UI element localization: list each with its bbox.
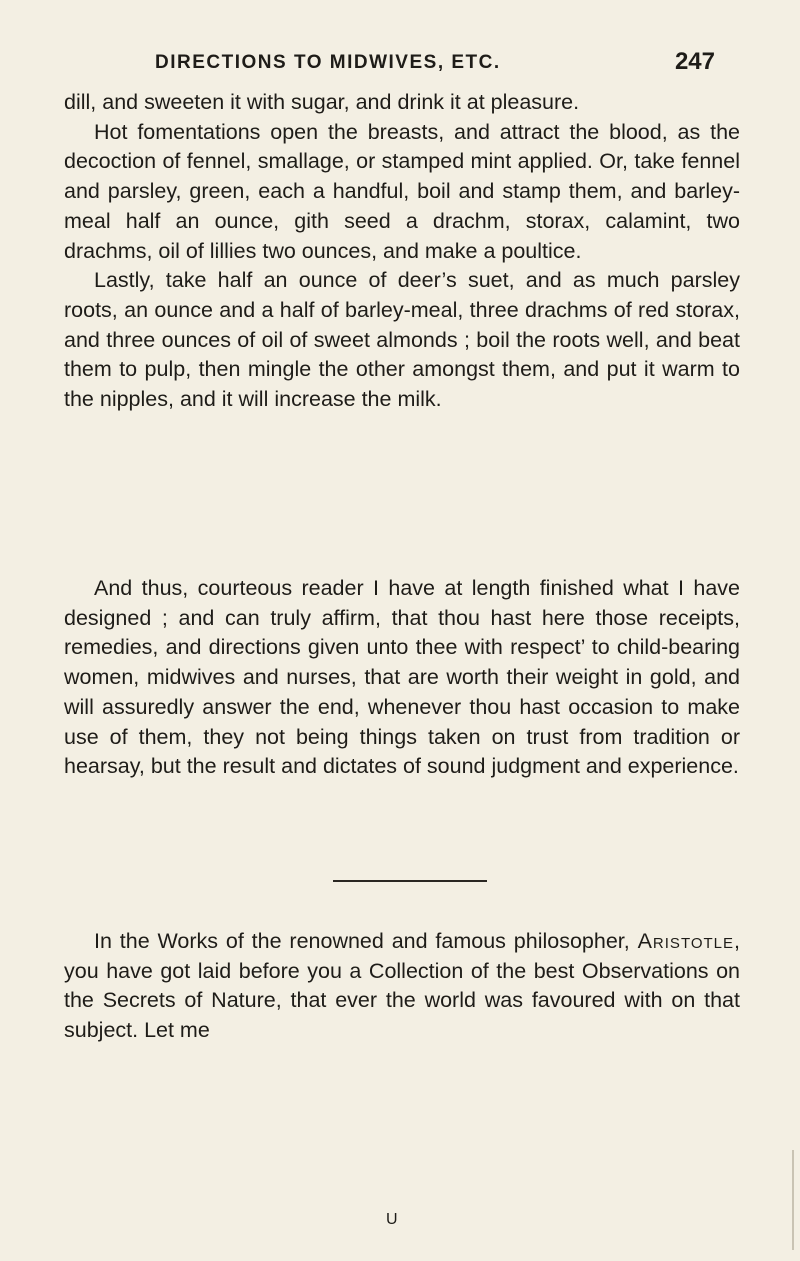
works-text-before-name: In the Works of the renowned and famous philosopher,: [94, 929, 638, 953]
paragraph-continuation: dill, and sweeten it with sugar, and drink it at pleasure.: [64, 90, 580, 114]
text-block-works: [64, 927, 740, 1046]
paragraph-conclusion: And thus, courteous reader I have at length finished what I have designed ; and can truly affirm, that thou hast here those receipts, remedies, and directions given unto thee with respect’ to child-bearing women, midwives and nurses, that are worth their weight in gold, and will assuredly answer the end, whenever thou hast occasion to make use of them, they not being things taken on trust from tradition or hearsay, but the result and dictates of sound judgment and experience.: [64, 576, 740, 779]
page-edge-shadow: [792, 1150, 794, 1250]
paragraph-lastly: Lastly, take half an ounce of deer’s suet, and as much parsley roots, an ounce and a half of barley-meal, three drachms of red storax, and three ounces of oil of sweet almonds ; boil the roots well, and beat them to pulp, then mingle the other amongst them, and put it warm to the nipples, and it will increase the milk.: [64, 268, 740, 412]
paragraph-works-of-aristotle: [64, 927, 740, 1046]
text-block-conclusion: [64, 574, 740, 782]
text-block-recipes: [64, 88, 740, 415]
page-number: 247: [674, 48, 715, 75]
author-name: Aristotle: [637, 929, 735, 953]
section-divider: [333, 880, 487, 882]
running-head: [155, 48, 715, 82]
signature-mark: U: [386, 1211, 398, 1228]
paragraph-hot-fomentations: Hot fomentations open the breasts, and attract the blood, as the decoction of fennel, smallage, or stamped mint applied. Or, take fennel and parsley, green, each a handful, boil and stamp them, and barley-meal half an ounce, gith seed a drachm, storax, calamint, two drachms, oil of lillies two ounces, and make a poultice.: [64, 119, 740, 263]
works-text-after-name: , you have got laid before you a Collection of the best Observations on the Secrets of Nature, that ever the world was favoured with on that subject. Let me: [64, 929, 740, 1043]
running-title: DIRECTIONS TO MIDWIVES, ETC.: [155, 52, 501, 73]
